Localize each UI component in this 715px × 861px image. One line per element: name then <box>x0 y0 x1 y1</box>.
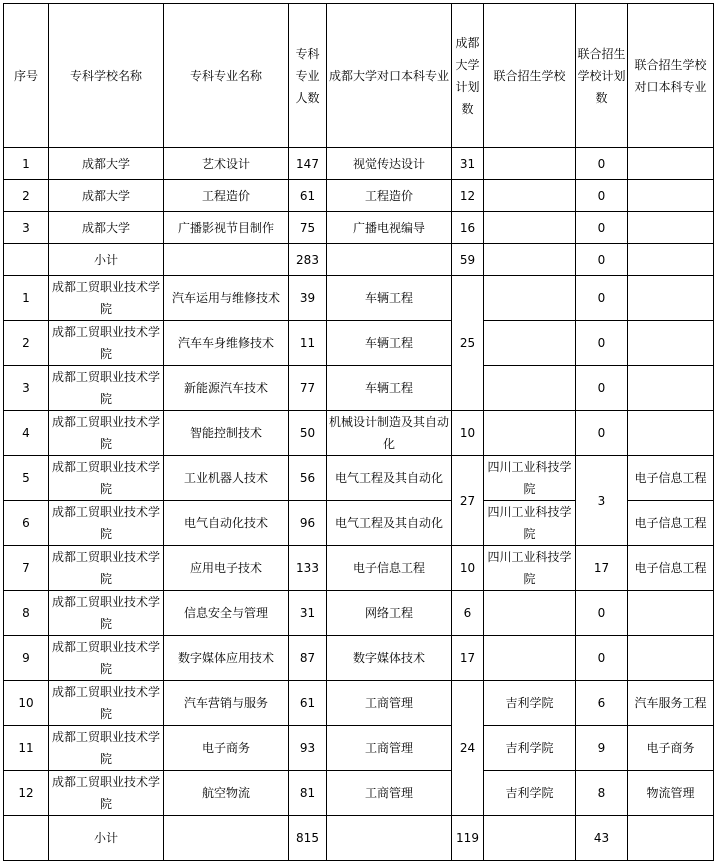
cell-count: 31 <box>289 591 327 636</box>
table-row <box>4 546 714 591</box>
table-row <box>4 212 714 244</box>
cell-cdu-major: 工商管理 <box>327 771 452 816</box>
cell-cdu-plan-merged: 27 <box>452 456 484 546</box>
cell-count: 56 <box>289 456 327 501</box>
cell-joint-major: 物流管理 <box>628 771 714 816</box>
cell-cdu-major: 工商管理 <box>327 726 452 771</box>
cell-joint-plan: 0 <box>576 591 628 636</box>
cell-major: 广播影视节目制作 <box>164 212 289 244</box>
cell-joint-major <box>628 636 714 681</box>
cell-seq: 5 <box>4 456 49 501</box>
cell-cdu-plan: 6 <box>452 591 484 636</box>
cell-joint-plan: 8 <box>576 771 628 816</box>
cell-cdu-major: 电子信息工程 <box>327 546 452 591</box>
table-row <box>4 591 714 636</box>
cell-cdu-major: 数字媒体技术 <box>327 636 452 681</box>
cell-major: 智能控制技术 <box>164 411 289 456</box>
cell-cdu-plan: 16 <box>452 212 484 244</box>
cell-school: 成都工贸职业技术学院 <box>49 366 164 411</box>
header-count: 专科专业人数 <box>289 4 327 148</box>
cell-joint-major <box>628 591 714 636</box>
cell-major: 工程造价 <box>164 180 289 212</box>
cell-count: 75 <box>289 212 327 244</box>
cell-seq: 1 <box>4 148 49 180</box>
table-row <box>4 180 714 212</box>
cell-cdu-major: 机械设计制造及其自动化 <box>327 411 452 456</box>
cell-joint-school <box>484 816 576 861</box>
cell-major: 电气自动化技术 <box>164 501 289 546</box>
table-row <box>4 456 714 501</box>
cell-joint-school: 四川工业科技学院 <box>484 546 576 591</box>
cell-joint-school <box>484 180 576 212</box>
cell-cdu-plan: 59 <box>452 244 484 276</box>
cell-joint-plan: 43 <box>576 816 628 861</box>
subtotal-row <box>4 244 714 276</box>
cell-joint-school <box>484 366 576 411</box>
cell-major: 汽车运用与维修技术 <box>164 276 289 321</box>
cell-seq <box>4 816 49 861</box>
cell-joint-major: 电子信息工程 <box>628 546 714 591</box>
cell-seq: 2 <box>4 321 49 366</box>
cell-joint-plan: 0 <box>576 321 628 366</box>
cell-joint-school: 四川工业科技学院 <box>484 456 576 501</box>
cell-school: 成都工贸职业技术学院 <box>49 681 164 726</box>
header-row <box>4 4 714 148</box>
cell-cdu-major: 网络工程 <box>327 591 452 636</box>
cell-joint-major <box>628 212 714 244</box>
cell-joint-plan: 6 <box>576 681 628 726</box>
cell-count: 11 <box>289 321 327 366</box>
table-row <box>4 321 714 366</box>
table-row <box>4 366 714 411</box>
cell-cdu-major: 广播电视编导 <box>327 212 452 244</box>
cell-cdu-major: 车辆工程 <box>327 366 452 411</box>
cell-joint-major: 汽车服务工程 <box>628 681 714 726</box>
header-joint-major: 联合招生学校对口本科专业 <box>628 4 714 148</box>
cell-joint-plan: 9 <box>576 726 628 771</box>
cell-seq: 9 <box>4 636 49 681</box>
cell-joint-plan: 0 <box>576 148 628 180</box>
cell-major: 艺术设计 <box>164 148 289 180</box>
cell-cdu-major <box>327 816 452 861</box>
cell-joint-major: 电子信息工程 <box>628 456 714 501</box>
cell-count: 61 <box>289 180 327 212</box>
cell-cdu-major: 工商管理 <box>327 681 452 726</box>
cell-joint-plan: 0 <box>576 244 628 276</box>
cell-joint-major <box>628 816 714 861</box>
cell-joint-major <box>628 244 714 276</box>
table-row <box>4 726 714 771</box>
cell-count: 39 <box>289 276 327 321</box>
cell-school: 成都工贸职业技术学院 <box>49 636 164 681</box>
cell-joint-school: 四川工业科技学院 <box>484 501 576 546</box>
cell-joint-plan: 0 <box>576 366 628 411</box>
cell-joint-school <box>484 321 576 366</box>
cell-joint-school <box>484 148 576 180</box>
cell-joint-school: 吉利学院 <box>484 771 576 816</box>
cell-school: 成都工贸职业技术学院 <box>49 546 164 591</box>
cell-seq: 11 <box>4 726 49 771</box>
cell-joint-plan: 0 <box>576 212 628 244</box>
cell-count: 93 <box>289 726 327 771</box>
cell-major: 电子商务 <box>164 726 289 771</box>
cell-joint-school <box>484 244 576 276</box>
cell-school: 成都大学 <box>49 180 164 212</box>
cell-cdu-major: 电气工程及其自动化 <box>327 456 452 501</box>
cell-joint-plan: 0 <box>576 180 628 212</box>
cell-seq: 10 <box>4 681 49 726</box>
cell-major: 汽车营销与服务 <box>164 681 289 726</box>
cell-cdu-plan-merged: 24 <box>452 681 484 816</box>
cell-seq: 4 <box>4 411 49 456</box>
cell-cdu-plan: 10 <box>452 546 484 591</box>
cell-count: 283 <box>289 244 327 276</box>
cell-major: 新能源汽车技术 <box>164 366 289 411</box>
cell-joint-major: 电子信息工程 <box>628 501 714 546</box>
cell-joint-major <box>628 411 714 456</box>
header-school: 专科学校名称 <box>49 4 164 148</box>
cell-cdu-major: 电气工程及其自动化 <box>327 501 452 546</box>
cell-joint-major <box>628 366 714 411</box>
header-cdu-major: 成都大学对口本科专业 <box>327 4 452 148</box>
cell-major: 汽车车身维修技术 <box>164 321 289 366</box>
cell-seq: 3 <box>4 366 49 411</box>
header-joint-school: 联合招生学校 <box>484 4 576 148</box>
cell-major: 应用电子技术 <box>164 546 289 591</box>
cell-joint-major: 电子商务 <box>628 726 714 771</box>
cell-seq: 8 <box>4 591 49 636</box>
header-cdu-plan: 成都大学计划数 <box>452 4 484 148</box>
cell-cdu-plan: 31 <box>452 148 484 180</box>
header-seq: 序号 <box>4 4 49 148</box>
cell-joint-plan-merged: 3 <box>576 456 628 546</box>
cell-joint-plan: 0 <box>576 636 628 681</box>
cell-joint-major <box>628 321 714 366</box>
table-row <box>4 636 714 681</box>
cell-cdu-major <box>327 244 452 276</box>
cell-seq: 7 <box>4 546 49 591</box>
enrollment-plan-table <box>3 3 714 861</box>
cell-school: 成都工贸职业技术学院 <box>49 321 164 366</box>
cell-school: 成都工贸职业技术学院 <box>49 276 164 321</box>
cell-cdu-major: 工程造价 <box>327 180 452 212</box>
cell-major <box>164 816 289 861</box>
cell-count: 87 <box>289 636 327 681</box>
cell-school: 小计 <box>49 816 164 861</box>
cell-count: 96 <box>289 501 327 546</box>
cell-count: 77 <box>289 366 327 411</box>
cell-cdu-plan-merged: 25 <box>452 276 484 411</box>
cell-count: 61 <box>289 681 327 726</box>
cell-joint-major <box>628 180 714 212</box>
cell-cdu-plan: 17 <box>452 636 484 681</box>
cell-seq: 6 <box>4 501 49 546</box>
cell-cdu-major: 车辆工程 <box>327 321 452 366</box>
cell-cdu-plan: 12 <box>452 180 484 212</box>
cell-count: 147 <box>289 148 327 180</box>
cell-joint-school <box>484 636 576 681</box>
cell-major <box>164 244 289 276</box>
cell-joint-school <box>484 276 576 321</box>
cell-seq: 1 <box>4 276 49 321</box>
cell-major: 工业机器人技术 <box>164 456 289 501</box>
cell-school: 成都工贸职业技术学院 <box>49 771 164 816</box>
cell-joint-plan: 0 <box>576 411 628 456</box>
cell-joint-school <box>484 212 576 244</box>
table-row <box>4 411 714 456</box>
cell-count: 81 <box>289 771 327 816</box>
cell-school: 成都工贸职业技术学院 <box>49 726 164 771</box>
cell-joint-major <box>628 148 714 180</box>
cell-joint-school <box>484 591 576 636</box>
table-row <box>4 276 714 321</box>
cell-school: 成都工贸职业技术学院 <box>49 591 164 636</box>
cell-joint-plan: 0 <box>576 276 628 321</box>
cell-major: 航空物流 <box>164 771 289 816</box>
table-row <box>4 681 714 726</box>
cell-seq: 2 <box>4 180 49 212</box>
cell-count: 133 <box>289 546 327 591</box>
header-joint-plan: 联合招生学校计划数 <box>576 4 628 148</box>
cell-count: 815 <box>289 816 327 861</box>
cell-major: 数字媒体应用技术 <box>164 636 289 681</box>
cell-cdu-plan: 119 <box>452 816 484 861</box>
cell-school: 成都工贸职业技术学院 <box>49 456 164 501</box>
cell-school: 小计 <box>49 244 164 276</box>
cell-joint-plan: 17 <box>576 546 628 591</box>
cell-school: 成都工贸职业技术学院 <box>49 411 164 456</box>
cell-joint-school: 吉利学院 <box>484 726 576 771</box>
header-major: 专科专业名称 <box>164 4 289 148</box>
subtotal-row <box>4 816 714 861</box>
cell-seq: 3 <box>4 212 49 244</box>
cell-cdu-plan: 10 <box>452 411 484 456</box>
cell-seq: 12 <box>4 771 49 816</box>
cell-cdu-major: 视觉传达设计 <box>327 148 452 180</box>
table-row <box>4 771 714 816</box>
cell-joint-school <box>484 411 576 456</box>
cell-major: 信息安全与管理 <box>164 591 289 636</box>
cell-school: 成都工贸职业技术学院 <box>49 501 164 546</box>
cell-school: 成都大学 <box>49 212 164 244</box>
table-row <box>4 148 714 180</box>
cell-seq <box>4 244 49 276</box>
cell-cdu-major: 车辆工程 <box>327 276 452 321</box>
cell-count: 50 <box>289 411 327 456</box>
cell-school: 成都大学 <box>49 148 164 180</box>
cell-joint-major <box>628 276 714 321</box>
cell-joint-school: 吉利学院 <box>484 681 576 726</box>
